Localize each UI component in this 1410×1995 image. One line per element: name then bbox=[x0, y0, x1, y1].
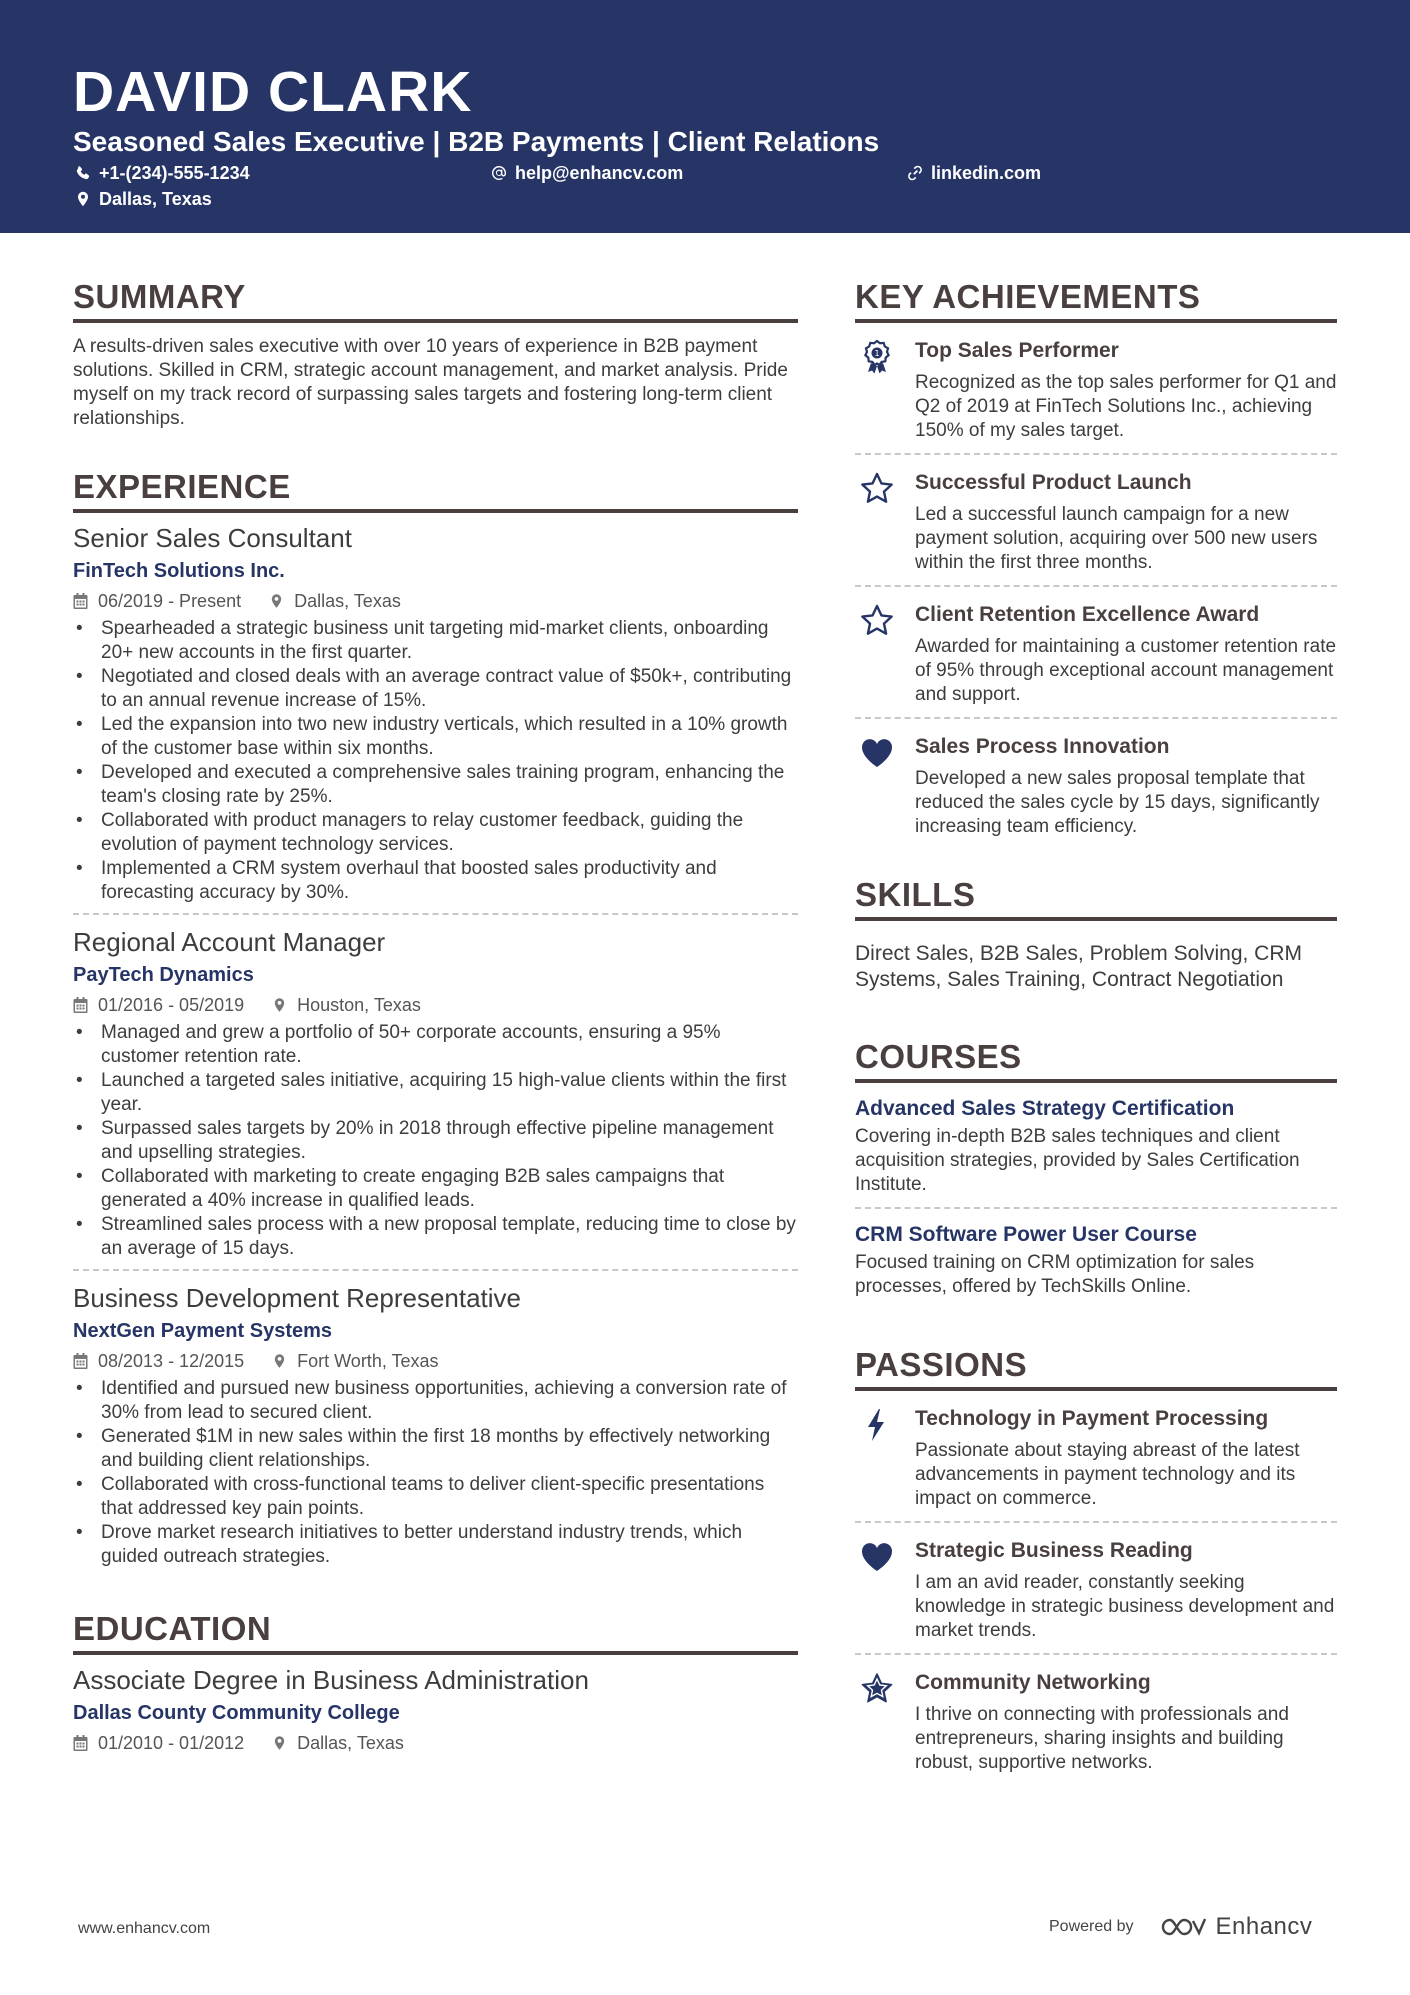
job-dates: 08/2013 - 12/2015 bbox=[98, 1351, 245, 1371]
skills-text: Direct Sales, B2B Sales, Problem Solving, CRM Systems, Sales Training, Contract Negotiation bbox=[855, 942, 1302, 991]
achievement-item-description: Recognized as the top sales performer for Q1 and Q2 of 2019 at FinTech Solutions Inc., achieving 150% of my sales target. bbox=[915, 372, 1337, 441]
passion-item-body bbox=[915, 1669, 1337, 1775]
passion-item-title: Technology in Payment Processing bbox=[915, 1407, 1269, 1430]
summary-section bbox=[73, 277, 798, 431]
bullet-item: • Managed and grew a portfolio of 50+ corporate accounts, ensuring a 95% customer retention rate. bbox=[73, 1021, 798, 1069]
summary-text: A results-driven sales executive with over 10 years of experience in B2B payment solutions. Skilled in CRM, strategic account management, and market analysis. Pride myself on my track record of surpassing sales targets and fostering long-term client relationships. bbox=[73, 336, 788, 429]
job-location-text: Fort Worth, Texas bbox=[297, 1351, 439, 1371]
location-text: Dallas, Texas bbox=[99, 189, 212, 209]
passions-list bbox=[855, 1391, 1337, 1785]
courses-list bbox=[855, 1083, 1337, 1309]
achievements-section bbox=[855, 277, 1337, 849]
calendar-icon bbox=[73, 1735, 88, 1751]
heart-icon bbox=[859, 1539, 895, 1575]
job-dates: 06/2019 - Present bbox=[98, 591, 242, 611]
achievement-item-body bbox=[915, 337, 1337, 443]
achievements-heading: KEY ACHIEVEMENTS bbox=[855, 277, 1337, 323]
course-description: Focused training on CRM optimization for sales processes, offered by TechSkills Online. bbox=[855, 1252, 1255, 1297]
contact-phone bbox=[75, 161, 250, 185]
bullet-item: • Developed and executed a comprehensive sales training program, enhancing the team's closing rate by 25%. bbox=[73, 761, 798, 809]
passion-item-icon-wrap bbox=[855, 1405, 915, 1511]
passion-item-body bbox=[915, 1405, 1337, 1511]
job-bullets bbox=[73, 1377, 798, 1569]
experience-heading: EXPERIENCE bbox=[73, 467, 798, 513]
job-bullets bbox=[73, 617, 798, 905]
education-section bbox=[73, 1609, 798, 1763]
heart-icon bbox=[859, 735, 895, 771]
achievement-item-icon-wrap bbox=[855, 733, 915, 839]
experience-list bbox=[73, 521, 798, 1577]
bullet-item: • Launched a targeted sales initiative, acquiring 15 high-value clients within the first year. bbox=[73, 1069, 798, 1117]
achievement-item-title: Sales Process Innovation bbox=[915, 735, 1170, 758]
job-location bbox=[272, 1349, 438, 1373]
bullet-item: • Collaborated with marketing to create engaging B2B sales campaigns that generated a 40% increase in qualified leads. bbox=[73, 1165, 798, 1213]
course-title: Advanced Sales Strategy Certification bbox=[855, 1097, 1235, 1120]
education-location-text: Dallas, Texas bbox=[297, 1733, 404, 1753]
candidate-tagline: Seasoned Sales Executive | B2B Payments | Client Relations bbox=[73, 126, 880, 157]
brand-name: Enhancv bbox=[1215, 1913, 1313, 1940]
passion-item bbox=[855, 1521, 1337, 1653]
achievement-item bbox=[855, 585, 1337, 717]
passion-item-icon-wrap bbox=[855, 1669, 915, 1775]
course-description: Covering in-depth B2B sales techniques and client acquisition strategies, provided by Sales Certification Institute. bbox=[855, 1126, 1300, 1195]
courses-heading: COURSES bbox=[855, 1037, 1337, 1083]
contact-linkedin bbox=[907, 161, 1041, 185]
lightning-icon bbox=[859, 1407, 895, 1443]
company-name: FinTech Solutions Inc. bbox=[73, 560, 285, 582]
education-entry bbox=[73, 1663, 798, 1763]
bullet-item: • Collaborated with product managers to relay customer feedback, guiding the evolution of payment technology services. bbox=[73, 809, 798, 857]
footer-branding bbox=[1049, 1913, 1312, 1941]
job-location-text: Houston, Texas bbox=[297, 995, 421, 1015]
summary-heading: SUMMARY bbox=[73, 277, 798, 323]
link-icon bbox=[907, 165, 923, 181]
at-icon bbox=[491, 165, 507, 181]
calendar-icon bbox=[73, 997, 88, 1013]
passion-item bbox=[855, 1653, 1337, 1785]
job-title: Business Development Representative bbox=[73, 1283, 522, 1313]
skills-section bbox=[855, 875, 1337, 993]
footer-website[interactable]: www.enhancv.com bbox=[78, 1920, 211, 1937]
calendar-icon bbox=[73, 1353, 88, 1369]
passion-item bbox=[855, 1391, 1337, 1521]
experience-entry bbox=[73, 521, 798, 913]
experience-entry bbox=[73, 913, 798, 1269]
achievement-item-title: Top Sales Performer bbox=[915, 339, 1119, 362]
degree-title: Associate Degree in Business Administration bbox=[73, 1665, 589, 1695]
job-dates: 01/2016 - 05/2019 bbox=[98, 995, 245, 1015]
bullet-item: • Negotiated and closed deals with an average contract value of $50k+, contributing to an annual revenue increase of 15%. bbox=[73, 665, 798, 713]
bullet-item: • Surpassed sales targets by 20% in 2018 through effective pipeline management and upselling strategies. bbox=[73, 1117, 798, 1165]
passion-item-body bbox=[915, 1537, 1337, 1643]
course-item bbox=[855, 1207, 1337, 1309]
job-location bbox=[269, 589, 401, 613]
bullet-item: • Spearheaded a strategic business unit targeting mid-market clients, onboarding 20+ new accounts in the first quarter. bbox=[73, 617, 798, 665]
contact-email bbox=[491, 161, 683, 185]
passion-item-description: Passionate about staying abreast of the latest advancements in payment technology and its impact on commerce. bbox=[915, 1440, 1300, 1509]
calendar-icon bbox=[73, 593, 88, 609]
achievements-list bbox=[855, 323, 1337, 849]
achievement-item-body bbox=[915, 469, 1337, 575]
bullet-item: • Drove market research initiatives to better understand industry trends, which guided outreach strategies. bbox=[73, 1521, 798, 1569]
job-meta bbox=[73, 1349, 798, 1373]
passion-item-title: Strategic Business Reading bbox=[915, 1539, 1193, 1562]
company-name: NextGen Payment Systems bbox=[73, 1320, 333, 1342]
resume-header bbox=[0, 0, 1410, 233]
location-pin-icon bbox=[272, 1735, 287, 1751]
experience-section bbox=[73, 467, 798, 1577]
achievement-item-description: Led a successful launch campaign for a new payment solution, acquiring over 500 new users within the first three months. bbox=[915, 504, 1318, 573]
bullet-item: • Implemented a CRM system overhaul that boosted sales productivity and forecasting accuracy by 30%. bbox=[73, 857, 798, 905]
bullet-item: • Identified and pursued new business opportunities, achieving a conversion rate of 30% from lead to secured client. bbox=[73, 1377, 798, 1425]
star-outline-icon bbox=[859, 603, 895, 639]
location-pin-icon bbox=[272, 997, 287, 1013]
achievement-item-body bbox=[915, 601, 1337, 707]
star-filled-icon bbox=[859, 1671, 895, 1707]
location-pin-icon bbox=[269, 593, 284, 609]
bullet-item: • Led the expansion into two new industry verticals, which resulted in a 10% growth of the customer base within six months. bbox=[73, 713, 798, 761]
job-meta bbox=[73, 589, 798, 613]
course-item bbox=[855, 1083, 1337, 1207]
linkedin-link[interactable]: linkedin.com bbox=[931, 163, 1042, 183]
achievement-item-icon-wrap bbox=[855, 469, 915, 575]
enhancv-logo-icon bbox=[1160, 1915, 1206, 1939]
achievement-item-body bbox=[915, 733, 1337, 839]
email-link[interactable]: help@enhancv.com bbox=[515, 163, 684, 183]
education-heading: EDUCATION bbox=[73, 1609, 798, 1655]
achievement-item bbox=[855, 453, 1337, 585]
passion-item-description: I thrive on connecting with professionals and entrepreneurs, sharing insights and building robust, supportive networks. bbox=[915, 1704, 1289, 1773]
achievement-item-icon-wrap bbox=[855, 601, 915, 707]
school-name: Dallas County Community College bbox=[73, 1702, 400, 1724]
left-column bbox=[73, 277, 798, 1763]
powered-by-text: Powered by bbox=[1049, 1918, 1134, 1935]
passion-item-title: Community Networking bbox=[915, 1671, 1151, 1694]
passions-section bbox=[855, 1345, 1337, 1785]
experience-entry bbox=[73, 1269, 798, 1577]
phone-icon bbox=[75, 165, 91, 181]
achievement-item bbox=[855, 717, 1337, 849]
job-location bbox=[272, 993, 421, 1017]
contact-location bbox=[75, 187, 212, 211]
passions-heading: PASSIONS bbox=[855, 1345, 1337, 1391]
skills-heading: SKILLS bbox=[855, 875, 1337, 921]
company-name: PayTech Dynamics bbox=[73, 964, 254, 986]
svg-text:1: 1 bbox=[874, 349, 880, 358]
passion-item-icon-wrap bbox=[855, 1537, 915, 1643]
job-location-text: Dallas, Texas bbox=[294, 591, 401, 611]
job-title: Regional Account Manager bbox=[73, 927, 386, 957]
job-meta bbox=[73, 993, 798, 1017]
award-ribbon-icon bbox=[859, 339, 895, 375]
education-location bbox=[272, 1731, 404, 1755]
achievement-item-icon-wrap bbox=[855, 337, 915, 443]
courses-section bbox=[855, 1037, 1337, 1309]
bullet-item: • Streamlined sales process with a new proposal template, reducing time to close by an average of 15 days. bbox=[73, 1213, 798, 1261]
location-pin-icon bbox=[272, 1353, 287, 1369]
achievement-item-title: Client Retention Excellence Award bbox=[915, 603, 1260, 626]
education-dates: 01/2010 - 01/2012 bbox=[98, 1733, 245, 1753]
achievement-item-description: Developed a new sales proposal template that reduced the sales cycle by 15 days, significantly increasing team efficiency. bbox=[915, 768, 1320, 837]
achievement-item-description: Awarded for maintaining a customer retention rate of 95% through exceptional account management and support. bbox=[915, 636, 1337, 705]
location-pin-icon bbox=[75, 191, 91, 207]
bullet-item: • Generated $1M in new sales within the first 18 months by effectively networking and building client relationships. bbox=[73, 1425, 798, 1473]
course-title: CRM Software Power User Course bbox=[855, 1223, 1197, 1246]
job-title: Senior Sales Consultant bbox=[73, 523, 352, 553]
candidate-name: DAVID CLARK bbox=[73, 60, 473, 124]
phone-text[interactable]: +1-(234)-555-1234 bbox=[99, 163, 250, 183]
education-meta bbox=[73, 1731, 798, 1755]
passion-item-description: I am an avid reader, constantly seeking knowledge in strategic business development and market trends. bbox=[915, 1572, 1335, 1641]
achievement-item-title: Successful Product Launch bbox=[915, 471, 1192, 494]
job-bullets bbox=[73, 1021, 798, 1261]
star-outline-icon bbox=[859, 471, 895, 507]
right-column bbox=[855, 277, 1337, 1785]
achievement-item bbox=[855, 323, 1337, 453]
bullet-item: • Collaborated with cross-functional teams to deliver client-specific presentations that addressed key pain points. bbox=[73, 1473, 798, 1521]
